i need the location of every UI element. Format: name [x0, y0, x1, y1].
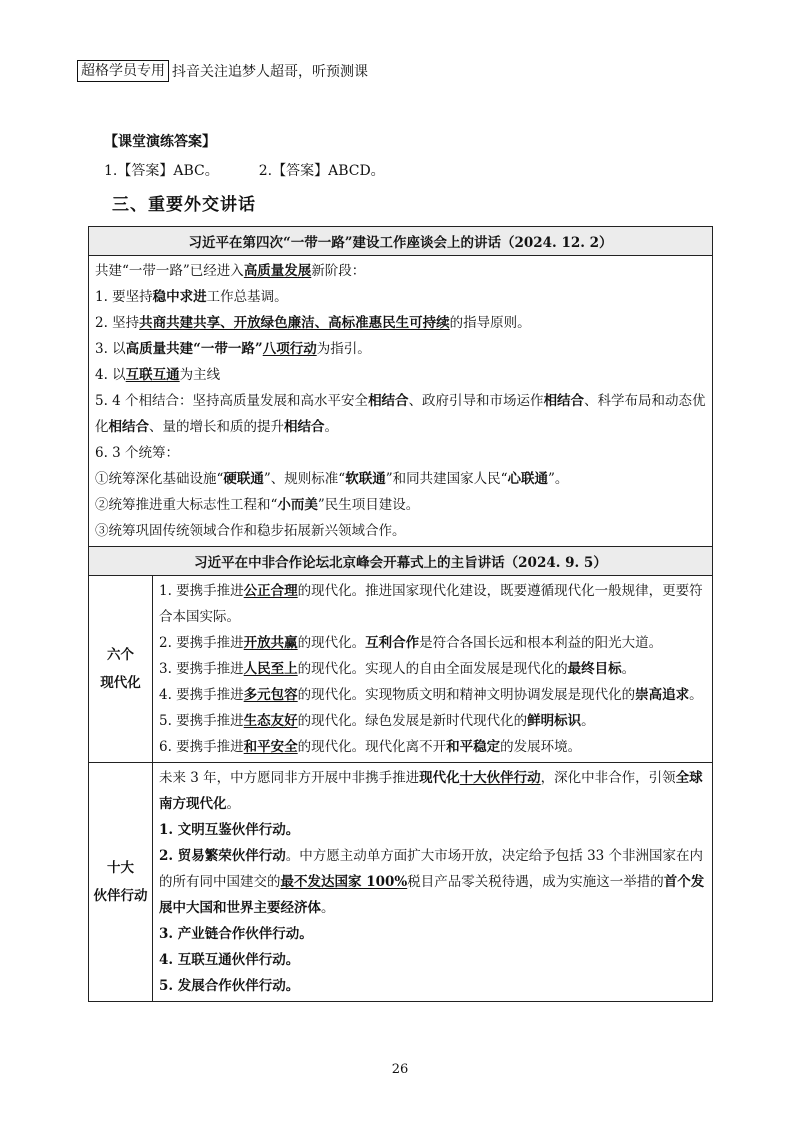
n-intro: 未来 3 年，中方愿同非方开展中非携手推进现代化十大伙伴行动，深化中非合作，引领全球南方现代化。 [159, 770, 703, 812]
table2-header-row [89, 547, 713, 576]
header-tag: 超格学员专用 [77, 60, 169, 82]
t1-point-1: 1. 要坚持稳中求进工作总基调。 [95, 289, 288, 305]
n-point-1: 1. 文明互鉴伙伴行动。 [159, 822, 300, 838]
answer-2: 2.【答案】ABCD。 [258, 163, 385, 179]
m-point-2: 2. 要携手推进开放共赢的现代化。互利合作是符合各国长远和根本利益的阳光大道。 [159, 635, 663, 651]
table2-row-partnership [89, 763, 713, 1002]
t1-point-5: 5. 4 个相结合：坚持高质量发展和高水平安全相结合、政府引导和市场运作相结合、科学布局和动态优化相结合、量的增长和质的提升相结合。 [95, 393, 706, 435]
t1-point-4: 4. 以互联互通为主线 [95, 367, 221, 383]
answers-line [104, 160, 385, 180]
table2-row-modernization [89, 576, 713, 763]
section-title: 三、重要外交讲话 [112, 195, 256, 215]
n-point-4: 4. 互联互通伙伴行动。 [159, 952, 300, 968]
n-point-2: 2. 贸易繁荣伙伴行动。中方愿主动单方面扩大市场开放，决定给予包括 33 个非洲国家在内的所有同中国建交的最不发达国家 100%税目产品零关税待遇，成为实施这一举措的首个发展中大国和世界主要经济体。 [159, 848, 705, 916]
partnership-body [153, 763, 713, 1002]
table1-body [89, 256, 713, 547]
m-point-3: 3. 要携手推进人民至上的现代化。实现人的自由全面发展是现代化的最终目标。 [159, 661, 636, 677]
t1-point-6: 6. 3 个统筹： [95, 445, 180, 461]
answer-1: 1.【答案】ABC。 [104, 163, 219, 179]
n-point-5: 5. 发展合作伙伴行动。 [159, 978, 300, 994]
table1-body-row [89, 256, 713, 547]
side-label-modernization: 六个 现代化 [89, 576, 153, 763]
header-slogan: 抖音关注追梦人超哥，听预测课 [172, 64, 368, 80]
t1-point-3: 3. 以高质量共建“一带一路”八项行动为指引。 [95, 341, 371, 357]
t1-point-2: 2. 坚持共商共建共享、开放绿色廉洁、高标准惠民生可持续的指导原则。 [95, 315, 531, 331]
table1-header-row [89, 227, 713, 256]
page-header [77, 60, 368, 82]
t1-point-7: ①统筹深化基础设施“硬联通”、规则标准“软联通”和同共建国家人民“心联通”。 [95, 471, 569, 487]
m-point-4: 4. 要携手推进多元包容的现代化。实现物质文明和精神文明协调发展是现代化的崇高追求。 [159, 687, 703, 703]
m-point-6: 6. 要携手推进和平安全的现代化。现代化离不开和平稳定的发展环境。 [159, 739, 582, 755]
speech-table [88, 226, 713, 1002]
page-number: 26 [391, 1062, 409, 1077]
t1-point-9: ③统筹巩固传统领域合作和稳步拓展新兴领域合作。 [95, 523, 406, 539]
m-point-1: 1. 要携手推进公正合理的现代化。推进国家现代化建设，既要遵循现代化一般规律，更要符合本国实际。 [159, 583, 703, 625]
n-point-3: 3. 产业链合作伙伴行动。 [159, 926, 313, 942]
answers-title: 【课堂演练答案】 [104, 134, 216, 150]
m-point-5: 5. 要携手推进生态友好的现代化。绿色发展是新时代现代化的鲜明标识。 [159, 713, 595, 729]
side-label-partnership: 十大 伙伴行动 [89, 763, 153, 1002]
table1-title: 习近平在第四次“一带一路”建设工作座谈会上的讲话（2024. 12. 2） [89, 227, 713, 256]
t1-point-8: ②统筹推进重大标志性工程和“小而美”民生项目建设。 [95, 497, 420, 513]
table2-title: 习近平在中非合作论坛北京峰会开幕式上的主旨讲话（2024. 9. 5） [89, 547, 713, 576]
t1-intro: 共建“一带一路”已经进入高质量发展新阶段： [95, 263, 366, 279]
modernization-body [153, 576, 713, 763]
